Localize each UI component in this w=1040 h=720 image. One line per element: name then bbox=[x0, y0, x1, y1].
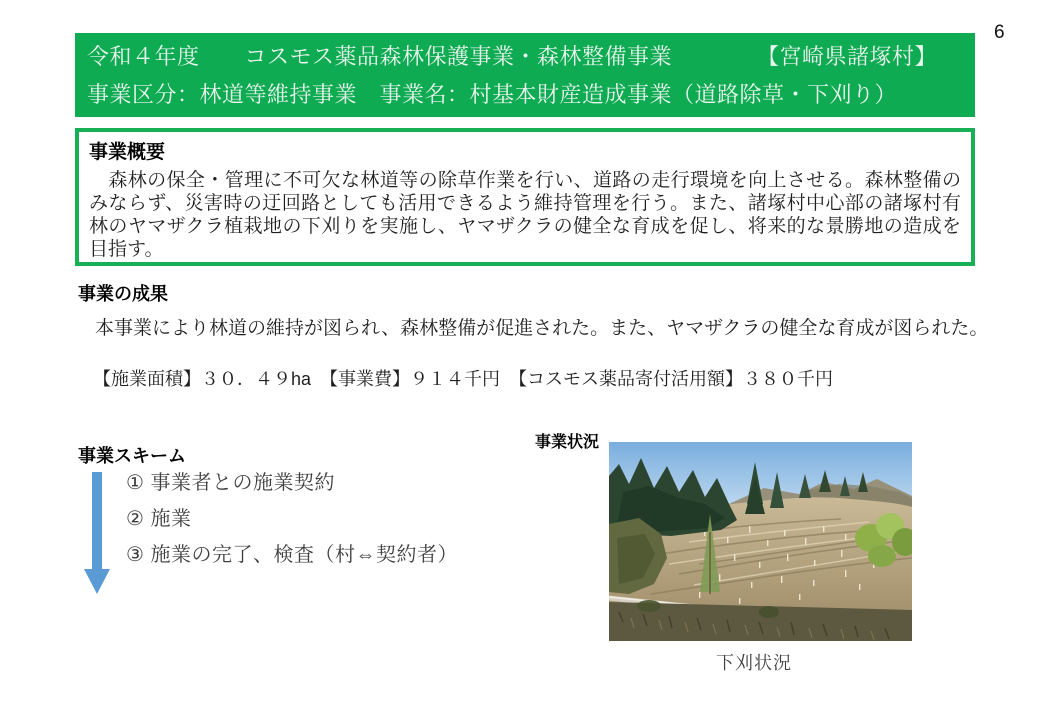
page-number: 6 bbox=[994, 22, 1005, 43]
overview-box bbox=[75, 128, 975, 266]
results-title: 事業の成果 bbox=[78, 284, 168, 304]
scheme-step: ① 事業者との施業契約 bbox=[126, 472, 335, 494]
header-line1 bbox=[87, 38, 961, 76]
project-photo bbox=[609, 442, 912, 641]
scheme-title: 事業スキーム bbox=[78, 446, 186, 466]
scheme-step: ③ 施業の完了、検査（村⇔契約者） bbox=[126, 544, 458, 566]
down-arrow-icon bbox=[84, 472, 110, 599]
photo-caption: 下刈状況 bbox=[716, 653, 792, 673]
scheme-steps bbox=[126, 471, 458, 579]
cleared-hillside-photo bbox=[609, 442, 912, 641]
header-banner bbox=[75, 33, 975, 117]
status-title: 事業状況 bbox=[535, 434, 600, 451]
header-line2: 事業区分：林道等維持事業 事業名：村基本財産造成事業（道路除草・下刈り） bbox=[87, 82, 898, 107]
header-title: 令和４年度 コスモス薬品森林保護事業・森林整備事業 bbox=[87, 44, 673, 69]
header-region: 【宮崎県諸塚村】 bbox=[756, 44, 937, 69]
overview-title: 事業概要 bbox=[89, 142, 166, 163]
results-stats: 【施業面積】３０．４９ha 【事業費】９１４千円 【コスモス薬品寄付活用額】３８０千円 bbox=[93, 369, 834, 389]
results-body: 本事業により林道の維持が図られ、森林整備が促進された。また、ヤマザクラの健全な育成が図られた。 bbox=[95, 318, 989, 339]
scheme-step: ② 施業 bbox=[126, 508, 192, 530]
overview-body: 森林の保全・管理に不可欠な林道等の除草作業を行い、道路の走行環境を向上させる。森林整備のみならず、災害時の迂回路としても活用できるよう維持管理を行う。また、諸塚村中心部の諸塚村有林のヤマザクラ植栽地の下刈りを実施し、ヤマザクラの健全な育成を促し、将来的な景勝地の造成を目指す。 bbox=[89, 170, 961, 260]
